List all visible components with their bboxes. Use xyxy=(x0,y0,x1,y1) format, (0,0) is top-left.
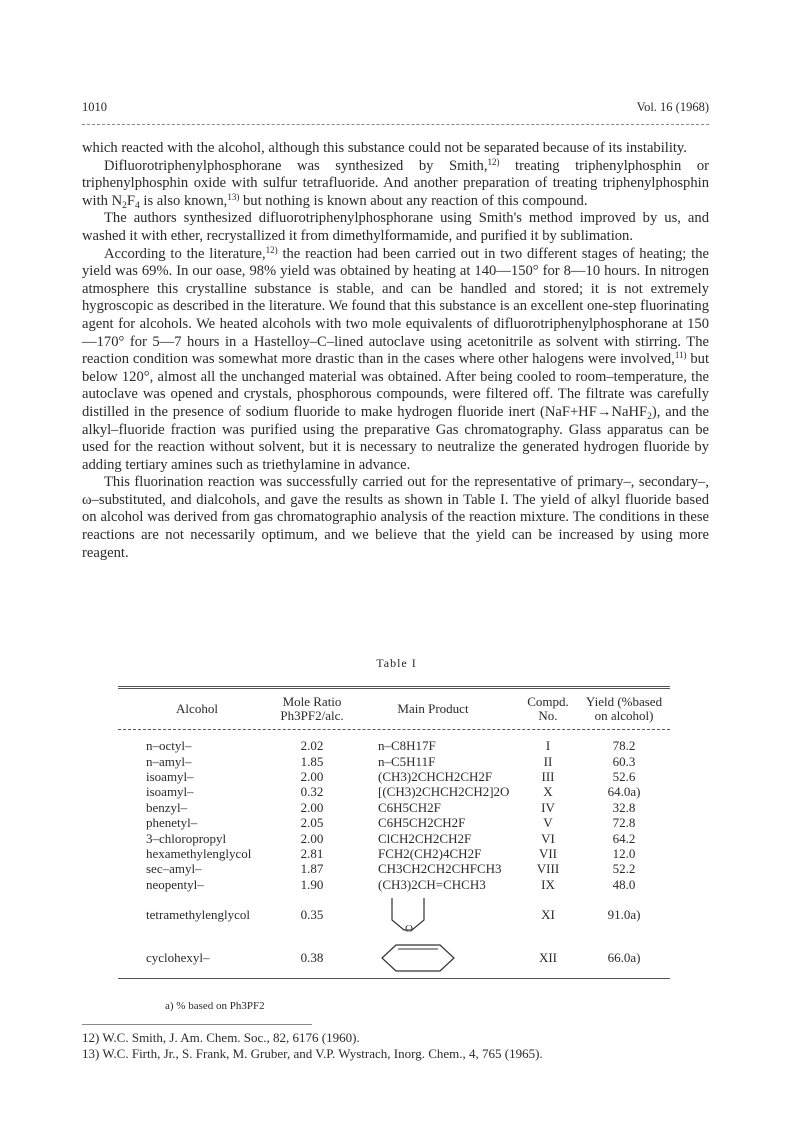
cell-yield: 72.8 xyxy=(612,815,636,831)
cell-alcohol: n–amyl– xyxy=(146,753,192,769)
paragraph-4 xyxy=(82,246,709,475)
cell-yield: 32.8 xyxy=(612,799,636,815)
paragraph-2 xyxy=(82,158,709,211)
header-compd-2: No. xyxy=(538,708,558,723)
table-row xyxy=(118,784,670,799)
cell-alcohol: sec–amyl– xyxy=(146,861,202,877)
cell-no: VII xyxy=(538,845,558,861)
cell-no: XI xyxy=(541,907,555,923)
cell-product: (CH3)2CH=CHCH3 xyxy=(378,876,486,892)
p2-sub2: 4 xyxy=(135,200,140,211)
table-body xyxy=(118,738,670,978)
cell-no: VI xyxy=(541,830,555,846)
cell-product: [(CH3)2CHCH2CH2]2O xyxy=(378,784,510,800)
cell-alcohol: hexamethylenglycol xyxy=(146,845,252,861)
cell-product-structure xyxy=(348,894,518,936)
cell-product: C6H5CH2CH2F xyxy=(378,815,466,831)
table-header xyxy=(118,689,670,729)
p4-sub: 2 xyxy=(647,411,652,422)
cell-no: IV xyxy=(541,799,555,815)
cell-product: n–C5H11F xyxy=(378,753,436,769)
cell-ratio: 1.85 xyxy=(300,753,324,769)
results-table xyxy=(118,686,670,979)
cell-ratio: 0.32 xyxy=(300,784,324,800)
footnote-rule xyxy=(82,1024,312,1025)
p4-text-a: According to the literature, xyxy=(104,245,266,262)
p4-text-b: the reaction had been carried out in two different stages of heating; the yield was 69%. In our oase, 98% yield was obtained by heating at 140—150° for 8—10 hours. In nitrogen atmosphere this crystalline substance is stable, and can be handled and stored; it is not extremely hygroscopic as described in the literature. We found that this substance is an excellent one-step fluorinating agent for alcohols. We heated alcohols with two mole equivalents of difluorotriphenylphosphorane at 150—170° for 5—7 hours in a Hastelloy–C–lined autoclave using acetonitrile as solvent with stirring. The reaction condition was somewhat more drastic than in the cases where other halogens were involved, xyxy=(82,245,709,368)
paragraph-5: This fluorination reaction was successfully carried out for the representative of primary–, secondary–, ω–substituted, and dialcohols, and gave the results as shown in Table I. The yield of alkyl fluoride based on alcohol was derived from gas chromatographio analysis of the reaction mixture. The conditions in these reactions are not necessarily optimum, and we believe that the yield can be increased by using more reagent. xyxy=(82,474,709,561)
body-text xyxy=(82,140,709,562)
cell-alcohol: 3–chloropropyl xyxy=(146,830,227,846)
p2-sub: 2 xyxy=(122,200,127,211)
footnote-13: 13) W.C. Firth, Jr., S. Frank, M. Gruber, and V.P. Wystrach, Inorg. Chem., 4, 765 (1965). xyxy=(82,1045,543,1061)
ref-13: 13) xyxy=(227,191,240,202)
cell-ratio: 2.00 xyxy=(300,768,324,784)
p2-text-e: but nothing is known about any reaction of this compound. xyxy=(239,192,588,209)
table-row xyxy=(118,769,670,784)
header-yield-1: Yield (%based xyxy=(585,694,663,709)
cell-yield: 78.2 xyxy=(612,738,636,754)
cell-ratio: 2.05 xyxy=(300,815,324,831)
cell-alcohol: benzyl– xyxy=(146,799,188,815)
table-row xyxy=(118,846,670,861)
p2-text-d: is also known, xyxy=(139,192,228,209)
cell-alcohol: cyclohexyl– xyxy=(146,950,210,966)
table-row xyxy=(118,753,670,768)
cell-product: (CH3)2CHCH2CH2F xyxy=(378,768,493,784)
cyclohexene-structure xyxy=(378,941,458,975)
header-yield-2: on alcohol) xyxy=(594,708,654,723)
cell-product: FCH2(CH2)4CH2F xyxy=(378,845,482,861)
cell-product: ClCH2CH2CH2F xyxy=(378,830,472,846)
cell-ratio: 2.81 xyxy=(300,845,324,861)
table-caption: Table I xyxy=(376,656,417,670)
cell-yield: 64.0a) xyxy=(607,784,641,800)
oxygen-label: O xyxy=(405,922,413,935)
table-row xyxy=(118,738,670,753)
table-bottom-rule xyxy=(118,978,670,979)
p2-text-a: Difluorotriphenylphosphorane was synthesized by Smith, xyxy=(104,157,488,174)
cell-yield: 66.0a) xyxy=(607,950,641,966)
cell-alcohol: isoamyl– xyxy=(146,768,194,784)
ref-12: 12) xyxy=(487,156,500,167)
cell-ratio: 2.02 xyxy=(300,738,324,754)
header-ratio xyxy=(276,695,348,723)
paragraph-1: which reacted with the alcohol, although this substance could not be separated because of its instability. xyxy=(82,140,687,156)
cell-yield: 12.0 xyxy=(612,845,636,861)
cell-yield: 60.3 xyxy=(612,753,636,769)
page-header xyxy=(82,100,709,120)
footnotes xyxy=(82,1030,543,1061)
cell-alcohol: phenetyl– xyxy=(146,815,198,831)
p2-text-b: treating triphenylphosphin or triphenylphosphin oxide with sulfur tetrafluoride. And another preparation of treating triphenylphosphin with N xyxy=(82,157,709,209)
cell-ratio: 0.38 xyxy=(300,950,324,966)
header-compd xyxy=(518,695,578,723)
cell-alcohol: tetramethylenglycol xyxy=(146,907,250,923)
ref-11: 11) xyxy=(674,350,687,361)
cell-no: XII xyxy=(538,950,558,966)
cell-no: V xyxy=(543,815,553,831)
footnote-12: 12) W.C. Smith, J. Am. Chem. Soc., 82, 6176 (1960). xyxy=(82,1030,360,1045)
table-footnote: a) % based on Ph3PF2 xyxy=(165,1000,265,1012)
cell-yield: 52.6 xyxy=(612,768,636,784)
p4-text-c: but below 120°, almost all the unchanged material was obtained. After being cooled to room–temperature, the autoclave was opened and crystals, phosphorous compounds, were filtered off. The filtrate was carefully distilled in the presence of sodium fluoride to make hydrogen fluoride inert (NaF+HF→NaHF xyxy=(82,351,710,420)
volume-label: Vol. 16 (1968) xyxy=(636,100,709,114)
header-alcohol: Alcohol xyxy=(176,701,218,716)
cell-product-structure xyxy=(348,941,518,975)
paragraph-3: The authors synthesized difluorotriphenylphosphorane using Smith's method improved by us, and washed it with ether, recrystallized it from dimethylformamide, and purified it by sublimation. xyxy=(82,210,709,244)
cell-ratio: 0.35 xyxy=(300,907,324,923)
cell-yield: 64.2 xyxy=(612,830,636,846)
table-row xyxy=(118,800,670,815)
table-row xyxy=(118,830,670,845)
cell-alcohol: neopentyl– xyxy=(146,876,204,892)
cell-alcohol: isoamyl– xyxy=(146,784,194,800)
header-product: Main Product xyxy=(397,701,469,716)
table-row xyxy=(118,892,670,938)
cell-ratio: 2.00 xyxy=(300,830,324,846)
header-ratio-1: Mole Ratio xyxy=(282,694,342,709)
table-row xyxy=(118,815,670,830)
table-row xyxy=(118,877,670,892)
cell-yield: 48.0 xyxy=(612,876,636,892)
cell-product: n–C8H17F xyxy=(378,738,436,754)
cell-no: III xyxy=(541,768,555,784)
cell-no: VIII xyxy=(536,861,560,877)
page-number: 1010 xyxy=(82,100,107,114)
header-yield xyxy=(578,695,670,723)
cell-ratio: 1.90 xyxy=(300,876,324,892)
cell-no: II xyxy=(543,753,553,769)
header-ratio-2: Ph3PF2/alc. xyxy=(280,708,344,723)
tetrahydrofuran-structure xyxy=(378,894,438,936)
table-row xyxy=(118,938,670,978)
ref-12b: 12) xyxy=(265,244,278,255)
cell-no: I xyxy=(545,738,551,754)
header-rule xyxy=(82,124,709,125)
cell-yield: 52.2 xyxy=(612,861,636,877)
header-compd-1: Compd. xyxy=(527,694,569,709)
p2-text-c: F xyxy=(126,192,136,209)
cell-yield: 91.0a) xyxy=(607,907,641,923)
cell-product: CH3CH2CH2CHFCH3 xyxy=(378,861,502,877)
cell-ratio: 2.00 xyxy=(300,799,324,815)
cell-ratio: 1.87 xyxy=(300,861,324,877)
cell-no: X xyxy=(543,784,553,800)
cell-no: IX xyxy=(541,876,555,892)
cell-product: C6H5CH2F xyxy=(378,799,441,815)
p4-text-d: ), and the alkyl–fluoride fraction was purified using the preparative Gas chromatography. Glass apparatus can be used for the reaction without solvent, but it is necessary to neutralize the generated hydrogen fluoride by adding tertiary amines such as triethylamine in advance. xyxy=(82,403,709,473)
cell-alcohol: n–octyl– xyxy=(146,738,192,754)
table-row xyxy=(118,861,670,876)
